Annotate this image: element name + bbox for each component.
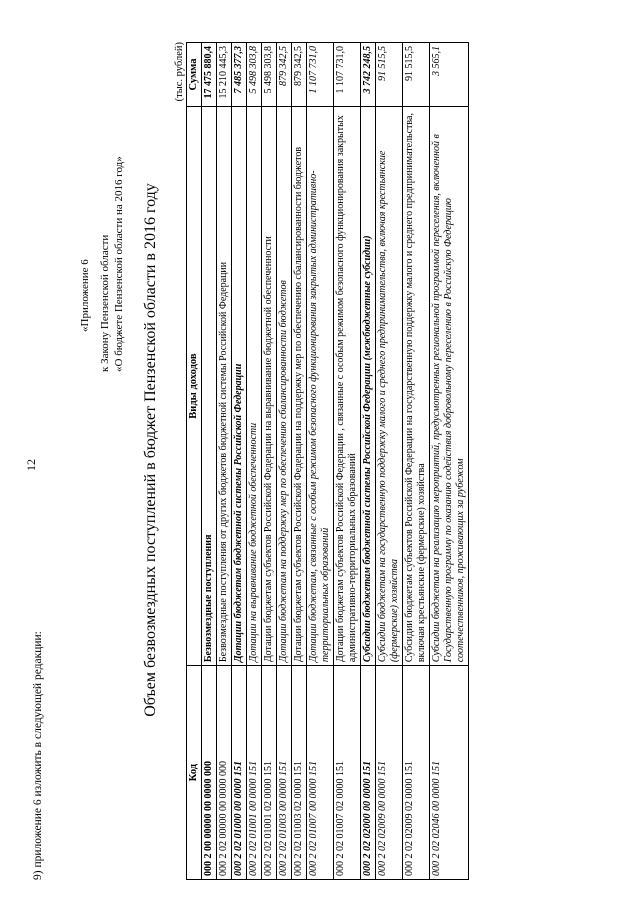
code-cell: 000 2 02 00000 00 0000 000 (217, 666, 232, 880)
table-row (232, 43, 247, 880)
code-cell: 000 2 02 01003 00 0000 151 (277, 666, 292, 880)
rotated-page (24, 20, 614, 880)
appendix-number: «Приложение 6 (79, 259, 91, 332)
column-header-sum: Сумма (187, 43, 202, 107)
name-cell: Безвозмездные поступления от других бюджетов бюджетной системы Российской Федерации (217, 107, 232, 666)
page-title: Объем безвозмездных поступлений в бюджет Пензенской области в 2016 году (142, 183, 159, 717)
table-row (292, 43, 307, 880)
sum-cell: 879 342,5 (277, 43, 292, 107)
sum-cell: 91 515,5 (403, 43, 430, 107)
units-label: (тыс. рублей) (174, 42, 185, 102)
revenue-table (186, 42, 469, 880)
appendix-block (78, 42, 126, 372)
table-row (376, 43, 403, 880)
table-row (262, 43, 277, 880)
code-cell: 000 2 02 01000 00 0000 151 (232, 666, 247, 880)
name-cell: Дотации бюджетам на поддержку мер по обеспечению сбалансированности бюджетов (277, 107, 292, 666)
sum-cell: 15 210 445,3 (217, 43, 232, 107)
sum-cell: 7 485 377,3 (232, 43, 247, 107)
page-number: 12 (24, 459, 38, 471)
sum-cell: 91 515,5 (376, 43, 403, 107)
name-cell: Дотации бюджетам субъектов Российской Федерации на поддержку мер по обеспечению сбалансированности бюджетов (292, 107, 307, 666)
name-cell: Субсидии бюджетам на реализацию мероприятий, предусмотренных региональной программой переселения, включенной в Государственную программу по оказанию содействия добровольному переселению в Российскую Федерацию соотечественников, проживающих за рубежом (430, 107, 469, 666)
name-cell: Дотации бюджетам бюджетной системы Российской Федерации (232, 107, 247, 666)
code-cell: 000 2 02 01001 02 0000 151 (262, 666, 277, 880)
name-cell: Дотации бюджетам субъектов Российской Федерации , связанные с особым режимом безопасного функционирования закрытых административно-территориальных образований (334, 107, 361, 666)
sum-cell: 5 498 303,8 (262, 43, 277, 107)
table-row (430, 43, 469, 880)
name-cell: Субсидии бюджетам субъектов Российской Федерации на государственную поддержку малого и среднего предпринимательства, включая крестьянские (фермерские) хозяйства (403, 107, 430, 666)
sum-cell: 3 565,1 (430, 43, 469, 107)
sum-cell: 1 107 731,0 (334, 43, 361, 107)
table-row (217, 43, 232, 880)
name-cell: Безвозмездные поступления (202, 107, 217, 666)
column-header-name: Виды доходов (187, 107, 202, 666)
intro-text: 9) приложение 6 изложить в следующей редакции: (32, 631, 44, 880)
code-cell: 000 2 02 01003 02 0000 151 (292, 666, 307, 880)
sum-cell: 5 498 303,8 (247, 43, 262, 107)
table-row (361, 43, 376, 880)
name-cell: Дотации на выравнивание бюджетной обеспеченности (247, 107, 262, 666)
code-cell: 000 2 00 00000 00 0000 000 (202, 666, 217, 880)
code-cell: 000 2 02 01007 00 0000 151 (307, 666, 334, 880)
sum-cell: 879 342,5 (292, 43, 307, 107)
table-row (307, 43, 334, 880)
table-row (202, 43, 217, 880)
table-row (247, 43, 262, 880)
table-row (403, 43, 430, 880)
sum-cell: 17 475 880,4 (202, 43, 217, 107)
table-body (202, 43, 469, 880)
name-cell: Субсидии бюджетам на государственную поддержку малого и среднего предпринимательства, включая крестьянские (фермерские) хозяйства (376, 107, 403, 666)
table-row (277, 43, 292, 880)
name-cell: Субсидии бюджетам бюджетной системы Российской Федерации (межбюджетные субсидии) (361, 107, 376, 666)
code-cell: 000 2 02 01001 00 0000 151 (247, 666, 262, 880)
table-row (334, 43, 361, 880)
sum-cell: 3 742 248,5 (361, 43, 376, 107)
name-cell: Дотации бюджетам, связанные с особым режимом безопасного функционирования закрытых административно-территориальных образований (307, 107, 334, 666)
code-cell: 000 2 02 02000 00 0000 151 (361, 666, 376, 880)
appendix-line-1: к Закону Пензенской области (99, 234, 111, 372)
appendix-line-2: «О бюджете Пензенской области на 2016 год» (113, 156, 125, 372)
code-cell: 000 2 02 02046 00 0000 151 (430, 666, 469, 880)
code-cell: 000 2 02 02009 02 0000 151 (403, 666, 430, 880)
column-header-code: Код (187, 666, 202, 880)
sum-cell: 1 107 731,0 (307, 43, 334, 107)
code-cell: 000 2 02 01007 02 0000 151 (334, 666, 361, 880)
name-cell: Дотации бюджетам субъектов Российской Федерации на выравнивание бюджетной обеспеченности (262, 107, 277, 666)
code-cell: 000 2 02 02009 00 0000 151 (376, 666, 403, 880)
table-header-row (187, 43, 202, 880)
